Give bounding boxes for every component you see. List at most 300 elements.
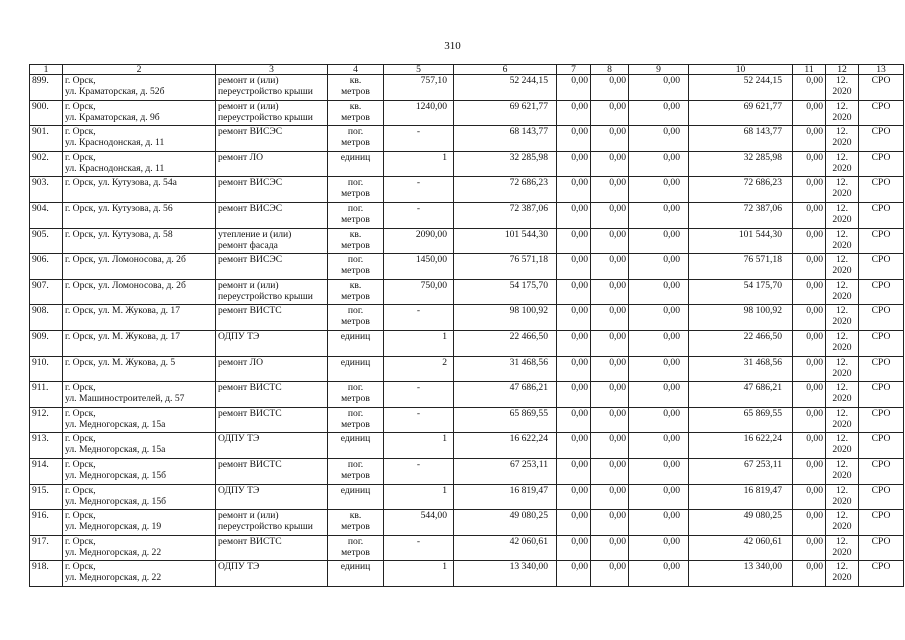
- owner-funds: 69 621,77: [689, 100, 793, 126]
- quantity: -: [384, 535, 454, 561]
- completion-period: [826, 305, 859, 331]
- address-line: ул. Медногорская, д. 15а: [65, 444, 166, 456]
- method: СРО: [859, 202, 904, 228]
- completion-period-line: 2020: [832, 239, 852, 251]
- column-header-5: 5: [384, 65, 454, 75]
- owner-funds: 101 544,30: [689, 228, 793, 254]
- work-type: [216, 330, 328, 356]
- address: [63, 151, 216, 177]
- work-type-line: ремонт фасада: [218, 239, 278, 251]
- work-type: [216, 356, 328, 382]
- method: СРО: [859, 75, 904, 101]
- address-line: г. Орск,: [65, 561, 96, 573]
- completion-period: [826, 382, 859, 408]
- completion-period-line: 12.: [836, 407, 848, 419]
- work-type-line: ремонт и (или): [218, 100, 279, 112]
- completion-period-line: 2020: [832, 521, 852, 533]
- column-header-8: 8: [591, 65, 629, 75]
- column-header-4: 4: [328, 65, 384, 75]
- page-number: 310: [444, 40, 461, 52]
- fund-col-9: 0,00: [629, 356, 689, 382]
- address-line: г. Орск,: [65, 458, 96, 470]
- unit-line: метров: [341, 316, 370, 328]
- completion-period-line: 2020: [832, 367, 852, 379]
- completion-period: [826, 356, 859, 382]
- unit: [328, 382, 384, 408]
- method: СРО: [859, 356, 904, 382]
- completion-period-line: 12.: [836, 510, 848, 522]
- total-cost: 68 143,77: [454, 126, 557, 152]
- work-type-line: ОДПУ ТЭ: [218, 433, 260, 445]
- owner-funds: 16 819,47: [689, 484, 793, 510]
- owner-funds: 67 253,11: [689, 458, 793, 484]
- quantity: 1: [384, 561, 454, 587]
- unit-line: кв.: [349, 279, 362, 291]
- unit-line: метров: [341, 111, 370, 123]
- completion-period-line: 2020: [832, 572, 852, 584]
- unit-line: метров: [341, 239, 370, 251]
- completion-period-line: 2020: [832, 469, 852, 481]
- unit-line: кв.: [349, 100, 362, 112]
- completion-period-line: 12.: [836, 228, 848, 240]
- fund-col-7: 0,00: [557, 75, 591, 101]
- address-line: г. Орск,: [65, 126, 96, 138]
- total-cost: 72 686,23: [454, 177, 557, 203]
- work-type-line: ОДПУ ТЭ: [218, 561, 260, 573]
- fund-col-11: 0,00: [793, 561, 826, 587]
- fund-col-7: 0,00: [557, 177, 591, 203]
- method: СРО: [859, 305, 904, 331]
- method: СРО: [859, 330, 904, 356]
- fund-col-9: 0,00: [629, 151, 689, 177]
- fund-col-7: 0,00: [557, 382, 591, 408]
- fund-col-11: 0,00: [793, 202, 826, 228]
- address-line: ул. Медногорская, д. 15а: [65, 418, 166, 430]
- unit-line: метров: [341, 418, 370, 430]
- total-cost: 54 175,70: [454, 279, 557, 305]
- address-line: ул. Краснодонская, д. 11: [65, 137, 165, 149]
- method: СРО: [859, 484, 904, 510]
- fund-col-8: 0,00: [591, 458, 629, 484]
- fund-col-7: 0,00: [557, 279, 591, 305]
- address-line: г. Орск, ул. Кутузова, д. 56: [65, 202, 173, 214]
- address-line: г. Орск, ул. М. Жукова, д. 17: [65, 330, 181, 342]
- completion-period-line: 2020: [832, 162, 852, 174]
- completion-period-line: 12.: [836, 75, 848, 86]
- work-type: [216, 433, 328, 459]
- completion-period-line: 2020: [832, 341, 852, 353]
- fund-col-8: 0,00: [591, 228, 629, 254]
- fund-col-8: 0,00: [591, 177, 629, 203]
- owner-funds: 13 340,00: [689, 561, 793, 587]
- method: СРО: [859, 561, 904, 587]
- fund-col-8: 0,00: [591, 561, 629, 587]
- fund-col-11: 0,00: [793, 254, 826, 280]
- work-type-line: утепление и (или): [218, 228, 292, 240]
- address-line: ул. Машиностроителей, д. 57: [65, 393, 185, 405]
- total-cost: 47 686,21: [454, 382, 557, 408]
- fund-col-7: 0,00: [557, 458, 591, 484]
- quantity: -: [384, 305, 454, 331]
- completion-period-line: 12.: [836, 126, 848, 138]
- fund-col-9: 0,00: [629, 433, 689, 459]
- table-row: [30, 126, 904, 152]
- unit: [328, 177, 384, 203]
- unit: [328, 330, 384, 356]
- quantity: -: [384, 407, 454, 433]
- method: СРО: [859, 382, 904, 408]
- table-row: [30, 254, 904, 280]
- fund-col-8: 0,00: [591, 510, 629, 536]
- unit-line: единиц: [340, 561, 371, 573]
- unit: [328, 305, 384, 331]
- address: [63, 254, 216, 280]
- column-header-3: 3: [216, 65, 328, 75]
- work-type: [216, 202, 328, 228]
- column-header-11: 11: [793, 65, 826, 75]
- fund-col-7: 0,00: [557, 305, 591, 331]
- work-type-line: ремонт ВИСТС: [218, 535, 282, 547]
- fund-col-9: 0,00: [629, 279, 689, 305]
- work-type: [216, 407, 328, 433]
- work-type: [216, 382, 328, 408]
- owner-funds: 54 175,70: [689, 279, 793, 305]
- row-number: 918.: [30, 561, 63, 587]
- address-line: ул. Медногорская, д. 19: [65, 521, 162, 533]
- work-type-line: переустройство крыши: [218, 521, 313, 533]
- row-number: 900.: [30, 100, 63, 126]
- unit-line: единиц: [340, 433, 371, 445]
- unit-line: пог.: [347, 126, 364, 138]
- address: [63, 407, 216, 433]
- address-line: ул. Медногорская, д. 15б: [65, 469, 166, 481]
- total-cost: 49 080,25: [454, 510, 557, 536]
- address: [63, 75, 216, 101]
- completion-period: [826, 177, 859, 203]
- row-number: 913.: [30, 433, 63, 459]
- row-number: 905.: [30, 228, 63, 254]
- address-line: г. Орск,: [65, 484, 96, 496]
- fund-col-7: 0,00: [557, 484, 591, 510]
- fund-col-11: 0,00: [793, 433, 826, 459]
- total-cost: 52 244,15: [454, 75, 557, 101]
- unit: [328, 202, 384, 228]
- fund-col-8: 0,00: [591, 279, 629, 305]
- row-number: 912.: [30, 407, 63, 433]
- address-line: г. Орск, ул. М. Жукова, д. 5: [65, 356, 176, 368]
- fund-col-11: 0,00: [793, 330, 826, 356]
- method: СРО: [859, 228, 904, 254]
- unit-line: метров: [341, 213, 370, 225]
- work-type-line: ОДПУ ТЭ: [218, 330, 260, 342]
- work-type-line: переустройство крыши: [218, 111, 313, 123]
- header-row: [30, 65, 904, 75]
- total-cost: 76 571,18: [454, 254, 557, 280]
- fund-col-11: 0,00: [793, 279, 826, 305]
- fund-col-11: 0,00: [793, 100, 826, 126]
- fund-col-8: 0,00: [591, 330, 629, 356]
- address: [63, 100, 216, 126]
- quantity: 2090,00: [384, 228, 454, 254]
- fund-col-11: 0,00: [793, 126, 826, 152]
- completion-period-line: 2020: [832, 265, 852, 277]
- row-number: 907.: [30, 279, 63, 305]
- fund-col-11: 0,00: [793, 305, 826, 331]
- method: СРО: [859, 407, 904, 433]
- fund-col-8: 0,00: [591, 407, 629, 433]
- work-type-line: ремонт ВИСТС: [218, 458, 282, 470]
- completion-period-line: 12.: [836, 356, 848, 368]
- fund-col-9: 0,00: [629, 177, 689, 203]
- total-cost: 65 869,55: [454, 407, 557, 433]
- unit-line: единиц: [340, 330, 371, 342]
- work-type: [216, 510, 328, 536]
- fund-col-8: 0,00: [591, 535, 629, 561]
- fund-col-9: 0,00: [629, 100, 689, 126]
- column-header-6: 6: [454, 65, 557, 75]
- fund-col-9: 0,00: [629, 254, 689, 280]
- work-type: [216, 151, 328, 177]
- completion-period-line: 12.: [836, 305, 848, 317]
- table-row: [30, 177, 904, 203]
- fund-col-9: 0,00: [629, 561, 689, 587]
- address-line: г. Орск, ул. Ломоносова, д. 2б: [65, 279, 186, 291]
- address-line: г. Орск,: [65, 100, 96, 112]
- total-cost: 13 340,00: [454, 561, 557, 587]
- completion-period-line: 12.: [836, 433, 848, 445]
- address: [63, 382, 216, 408]
- unit-line: метров: [341, 137, 370, 149]
- owner-funds: 52 244,15: [689, 75, 793, 101]
- completion-period: [826, 126, 859, 152]
- table-row: [30, 330, 904, 356]
- fund-col-8: 0,00: [591, 484, 629, 510]
- fund-col-11: 0,00: [793, 535, 826, 561]
- table-row: [30, 382, 904, 408]
- fund-col-9: 0,00: [629, 330, 689, 356]
- fund-col-9: 0,00: [629, 228, 689, 254]
- owner-funds: 32 285,98: [689, 151, 793, 177]
- unit: [328, 228, 384, 254]
- fund-col-8: 0,00: [591, 100, 629, 126]
- total-cost: 16 622,24: [454, 433, 557, 459]
- table-row: [30, 228, 904, 254]
- completion-period-line: 2020: [832, 546, 852, 558]
- table-row: [30, 151, 904, 177]
- registry-table: [29, 64, 904, 587]
- unit-line: метров: [341, 546, 370, 558]
- quantity: -: [384, 202, 454, 228]
- owner-funds: 72 686,23: [689, 177, 793, 203]
- column-header-9: 9: [629, 65, 689, 75]
- unit-line: пог.: [347, 407, 364, 419]
- completion-period-line: 2020: [832, 393, 852, 405]
- work-type: [216, 561, 328, 587]
- fund-col-11: 0,00: [793, 151, 826, 177]
- quantity: 1: [384, 151, 454, 177]
- fund-col-7: 0,00: [557, 535, 591, 561]
- completion-period: [826, 202, 859, 228]
- total-cost: 42 060,61: [454, 535, 557, 561]
- row-number: 915.: [30, 484, 63, 510]
- method: СРО: [859, 100, 904, 126]
- fund-col-7: 0,00: [557, 356, 591, 382]
- quantity: 2: [384, 356, 454, 382]
- address: [63, 356, 216, 382]
- unit-line: пог.: [347, 177, 364, 189]
- address-line: г. Орск, ул. Ломоносова, д. 2б: [65, 254, 186, 266]
- fund-col-8: 0,00: [591, 151, 629, 177]
- fund-col-8: 0,00: [591, 305, 629, 331]
- work-type: [216, 458, 328, 484]
- owner-funds: 22 466,50: [689, 330, 793, 356]
- owner-funds: 49 080,25: [689, 510, 793, 536]
- table-row: [30, 407, 904, 433]
- address: [63, 330, 216, 356]
- address: [63, 202, 216, 228]
- work-type: [216, 254, 328, 280]
- work-type-line: ремонт ВИСЭС: [218, 202, 283, 214]
- completion-period: [826, 433, 859, 459]
- fund-col-11: 0,00: [793, 177, 826, 203]
- address-line: ул. Краснодонская, д. 11: [65, 162, 165, 174]
- fund-col-11: 0,00: [793, 75, 826, 101]
- unit-line: кв.: [349, 228, 362, 240]
- unit-line: пог.: [347, 305, 364, 317]
- address: [63, 561, 216, 587]
- fund-col-11: 0,00: [793, 484, 826, 510]
- total-cost: 32 285,98: [454, 151, 557, 177]
- address-line: ул. Медногорская, д. 15б: [65, 495, 166, 507]
- completion-period-line: 2020: [832, 86, 852, 97]
- completion-period: [826, 535, 859, 561]
- address-line: ул. Медногорская, д. 22: [65, 572, 162, 584]
- address-line: г. Орск,: [65, 382, 96, 394]
- completion-period: [826, 151, 859, 177]
- fund-col-9: 0,00: [629, 510, 689, 536]
- fund-col-8: 0,00: [591, 202, 629, 228]
- quantity: 1450,00: [384, 254, 454, 280]
- owner-funds: 47 686,21: [689, 382, 793, 408]
- row-number: 899.: [30, 75, 63, 101]
- unit: [328, 254, 384, 280]
- address-line: г. Орск,: [65, 535, 96, 547]
- owner-funds: 31 468,56: [689, 356, 793, 382]
- completion-period-line: 2020: [832, 316, 852, 328]
- address: [63, 126, 216, 152]
- address-line: ул. Медногорская, д. 22: [65, 546, 162, 558]
- row-number: 911.: [30, 382, 63, 408]
- address-line: г. Орск,: [65, 510, 96, 522]
- table-row: [30, 202, 904, 228]
- owner-funds: 68 143,77: [689, 126, 793, 152]
- table-row: [30, 535, 904, 561]
- method: СРО: [859, 279, 904, 305]
- fund-col-7: 0,00: [557, 510, 591, 536]
- work-type-line: ремонт и (или): [218, 279, 279, 291]
- work-type: [216, 126, 328, 152]
- completion-period: [826, 484, 859, 510]
- work-type: [216, 100, 328, 126]
- table-row: [30, 75, 904, 101]
- table-row: [30, 510, 904, 536]
- work-type-line: ремонт ВИСЭС: [218, 254, 283, 266]
- row-number: 908.: [30, 305, 63, 331]
- completion-period-line: 12.: [836, 330, 848, 342]
- fund-col-7: 0,00: [557, 228, 591, 254]
- work-type: [216, 535, 328, 561]
- quantity: -: [384, 177, 454, 203]
- unit-line: пог.: [347, 254, 364, 266]
- fund-col-8: 0,00: [591, 356, 629, 382]
- row-number: 906.: [30, 254, 63, 280]
- column-header-10: 10: [689, 65, 793, 75]
- unit: [328, 510, 384, 536]
- fund-col-9: 0,00: [629, 484, 689, 510]
- completion-period-line: 2020: [832, 213, 852, 225]
- address-line: г. Орск,: [65, 151, 96, 163]
- table-row: [30, 356, 904, 382]
- column-header-1: 1: [30, 65, 63, 75]
- owner-funds: 65 869,55: [689, 407, 793, 433]
- row-number: 901.: [30, 126, 63, 152]
- work-type: [216, 305, 328, 331]
- address: [63, 484, 216, 510]
- completion-period-line: 2020: [832, 444, 852, 456]
- unit: [328, 126, 384, 152]
- address: [63, 535, 216, 561]
- owner-funds: 76 571,18: [689, 254, 793, 280]
- completion-period: [826, 100, 859, 126]
- completion-period-line: 12.: [836, 100, 848, 112]
- completion-period-line: 12.: [836, 177, 848, 189]
- fund-col-7: 0,00: [557, 433, 591, 459]
- quantity: -: [384, 458, 454, 484]
- fund-col-9: 0,00: [629, 458, 689, 484]
- work-type: [216, 279, 328, 305]
- fund-col-8: 0,00: [591, 433, 629, 459]
- unit: [328, 100, 384, 126]
- work-type-line: ремонт и (или): [218, 510, 279, 522]
- table-row: [30, 100, 904, 126]
- column-header-13: 13: [859, 65, 904, 75]
- address: [63, 510, 216, 536]
- unit-line: метров: [341, 86, 370, 97]
- fund-col-7: 0,00: [557, 151, 591, 177]
- unit: [328, 407, 384, 433]
- table-row: [30, 561, 904, 587]
- method: СРО: [859, 535, 904, 561]
- column-header-2: 2: [63, 65, 216, 75]
- table-row: [30, 484, 904, 510]
- fund-col-7: 0,00: [557, 561, 591, 587]
- row-number: 902.: [30, 151, 63, 177]
- total-cost: 69 621,77: [454, 100, 557, 126]
- work-type: [216, 484, 328, 510]
- fund-col-7: 0,00: [557, 202, 591, 228]
- work-type-line: ремонт ЛО: [218, 151, 264, 163]
- work-type-line: ремонт ЛО: [218, 356, 264, 368]
- completion-period-line: 2020: [832, 495, 852, 507]
- owner-funds: 16 622,24: [689, 433, 793, 459]
- column-header-7: 7: [557, 65, 591, 75]
- table-row: [30, 279, 904, 305]
- total-cost: 101 544,30: [454, 228, 557, 254]
- completion-period-line: 12.: [836, 382, 848, 394]
- unit-line: кв.: [349, 510, 362, 522]
- address-line: ул. Краматорская, д. 9б: [65, 111, 160, 123]
- row-number: 917.: [30, 535, 63, 561]
